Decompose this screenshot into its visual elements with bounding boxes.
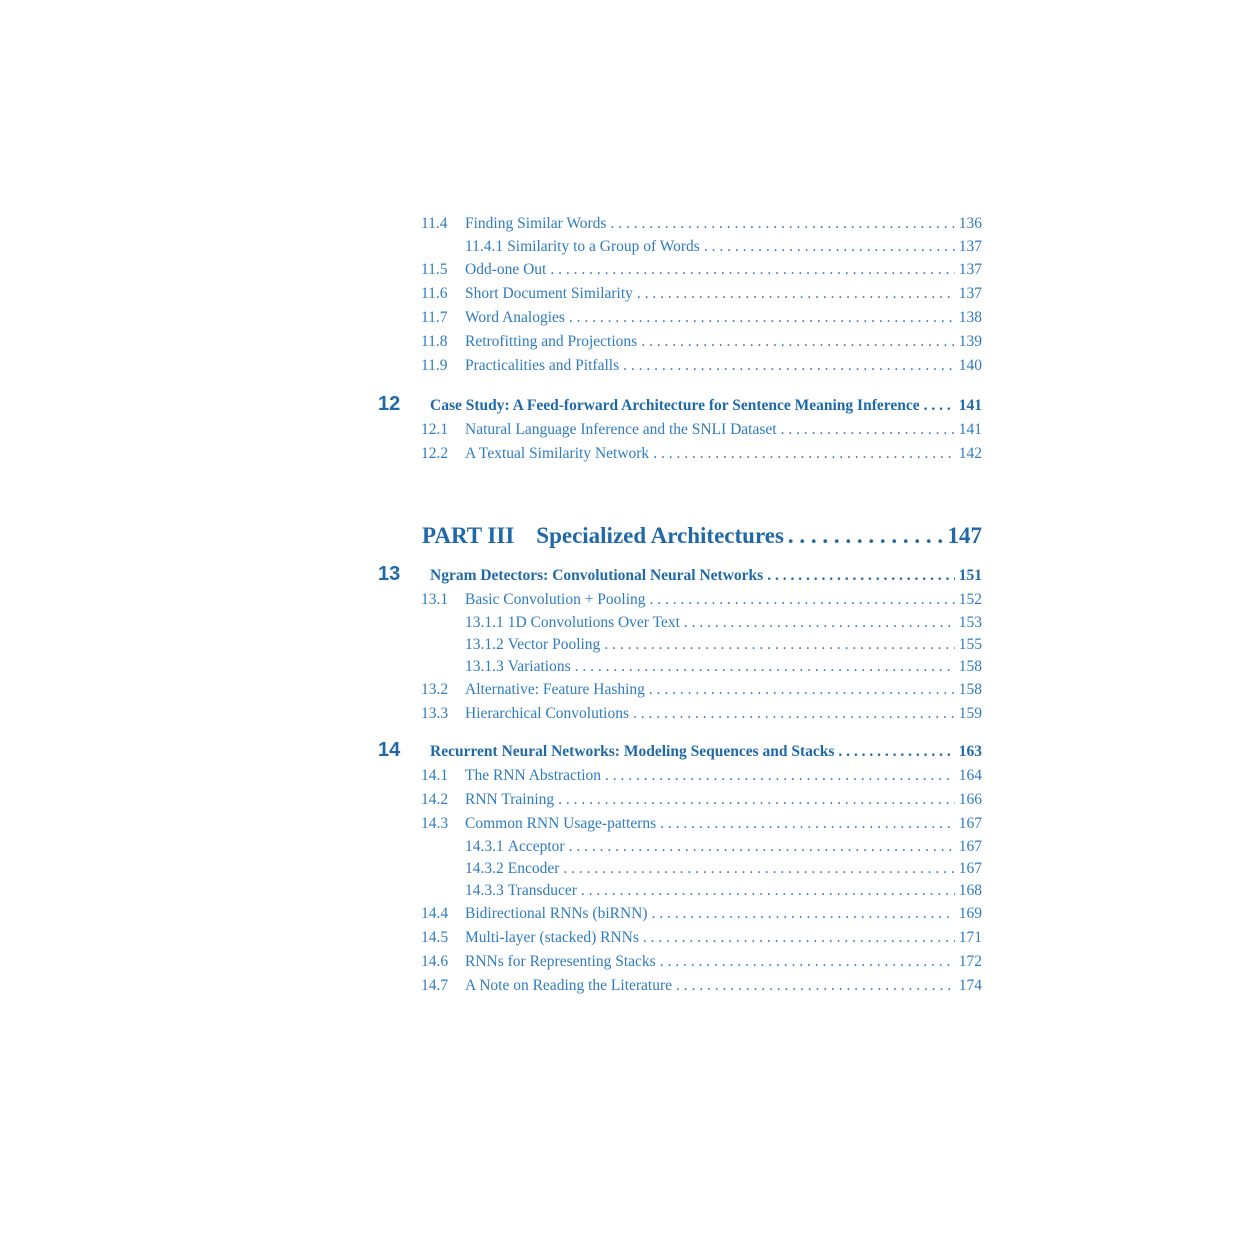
toc-section-entry[interactable] (370, 950, 982, 974)
page-number: 174 (958, 977, 982, 994)
page-number: 172 (958, 953, 982, 970)
entry-number: 13.3 (421, 705, 449, 722)
page-number: 137 (958, 261, 982, 278)
toc-subsection-entry[interactable] (370, 858, 982, 880)
entry-title: Short Document Similarity (465, 285, 633, 302)
entry-number: 13.1 (421, 591, 449, 608)
entry-title: Common RNN Usage-patterns (465, 815, 657, 832)
page-number: 138 (958, 309, 982, 326)
entry-number: 14.1 (421, 767, 449, 784)
page-number: 167 (958, 860, 982, 877)
entry-number: 14.6 (421, 953, 449, 970)
entry-title: Word Analogies (465, 309, 565, 326)
page-number: 139 (958, 333, 982, 350)
entry-title: Transducer (507, 882, 577, 899)
entry-number: 12.1 (421, 421, 449, 438)
entry-number: 13.1.3 (465, 658, 504, 675)
entry-title: 1D Convolutions Over Text (507, 614, 680, 631)
page-number: 137 (958, 238, 982, 255)
entry-title: Retrofitting and Projections (465, 333, 638, 350)
entry-number: 14.5 (421, 929, 449, 946)
dot-leader (781, 418, 955, 442)
chapter-number: 14 (378, 739, 401, 761)
page-number: 164 (958, 767, 982, 784)
entry-number: 14.2 (421, 791, 449, 808)
entry-number: 14.3.2 (465, 860, 504, 877)
page-number: 142 (958, 445, 982, 462)
toc-subsection-entry[interactable] (370, 612, 982, 634)
entry-number: 14.4 (421, 905, 449, 922)
dot-leader (676, 974, 955, 998)
entry-title: Acceptor (507, 838, 565, 855)
entry-title: Natural Language Inference and the SNLI Dataset (465, 421, 777, 438)
dot-leader (838, 738, 954, 766)
toc-subsection-entry[interactable] (370, 880, 982, 902)
entry-number: 11.7 (421, 309, 448, 326)
entry-title: Alternative: Feature Hashing (465, 681, 645, 698)
toc-section-entry[interactable] (370, 702, 982, 726)
part-3-heading[interactable] (370, 518, 982, 554)
toc-section-entry[interactable] (370, 330, 982, 354)
page-number: 137 (958, 285, 982, 302)
dot-leader (581, 880, 955, 902)
toc-section-entry[interactable] (370, 212, 982, 236)
chapter-title: Recurrent Neural Networks: Modeling Sequences and Stacks (430, 743, 835, 760)
toc-section-entry[interactable] (370, 354, 982, 378)
toc-section-entry[interactable] (370, 974, 982, 998)
toc-section-entry[interactable] (370, 442, 982, 466)
dot-leader (649, 678, 955, 702)
page-number: 147 (947, 523, 982, 548)
toc-subsection-entry[interactable] (370, 656, 982, 678)
entry-number: 11.8 (421, 333, 448, 350)
page-number: 163 (958, 743, 982, 760)
page-number: 171 (958, 929, 982, 946)
entry-number: 14.3.1 (465, 838, 504, 855)
entry-title: Bidirectional RNNs (biRNN) (465, 905, 648, 922)
entry-title: Finding Similar Words (465, 215, 607, 232)
dot-leader (623, 354, 955, 378)
page-number: 155 (958, 636, 982, 653)
dot-leader (558, 788, 955, 812)
entry-title: RNNs for Representing Stacks (465, 953, 656, 970)
dot-leader (604, 634, 954, 656)
page-number: 166 (958, 791, 982, 808)
page-number: 169 (958, 905, 982, 922)
dot-leader (684, 612, 955, 634)
page-number: 152 (958, 591, 982, 608)
page-number: 136 (958, 215, 982, 232)
dot-leader (653, 442, 955, 466)
page-number: 141 (958, 421, 982, 438)
entry-title: Multi-layer (stacked) RNNs (465, 929, 639, 946)
toc-subsection-entry[interactable] (370, 836, 982, 858)
dot-leader (650, 588, 955, 612)
chapter-13-heading[interactable] (370, 560, 982, 588)
toc-section-entry[interactable] (370, 926, 982, 950)
chapter-title: Case Study: A Feed-forward Architecture for Sentence Meaning Inference (430, 397, 920, 414)
toc-section-entry[interactable] (370, 258, 982, 282)
entry-number: 14.7 (421, 977, 449, 994)
chapter-12-heading[interactable] (370, 390, 982, 418)
toc-section-entry[interactable] (370, 812, 982, 836)
toc-section-entry[interactable] (370, 306, 982, 330)
entry-title: Hierarchical Convolutions (465, 705, 629, 722)
entry-title: Odd-one Out (465, 261, 547, 278)
dot-leader (569, 836, 955, 858)
entry-title: Encoder (507, 860, 560, 877)
entry-number: 11.4 (421, 215, 448, 232)
dot-leader (633, 702, 955, 726)
dot-leader (788, 518, 944, 554)
part-label: PART III (422, 523, 515, 548)
section-list-ch13 (370, 588, 982, 726)
toc-section-entry[interactable] (370, 588, 982, 612)
chapter-number: 13 (378, 563, 401, 585)
section-list-ch11 (370, 212, 982, 378)
toc-section-entry[interactable] (370, 678, 982, 702)
table-of-contents (370, 212, 982, 998)
entry-number: 13.1.1 (465, 614, 504, 631)
entry-title: Variations (507, 658, 571, 675)
entry-title: The RNN Abstraction (465, 767, 602, 784)
part-title: Specialized Architectures (536, 523, 784, 548)
entry-title: Practicalities and Pitfalls (465, 357, 620, 374)
page-number: 141 (958, 397, 982, 414)
dot-leader (704, 236, 955, 258)
dot-leader (652, 902, 955, 926)
dot-leader (641, 330, 955, 354)
entry-title: RNN Training (465, 791, 555, 808)
page-number: 151 (958, 567, 982, 584)
page-number: 159 (958, 705, 982, 722)
entry-number: 11.6 (421, 285, 448, 302)
page-number: 140 (958, 357, 982, 374)
toc-section-entry[interactable] (370, 418, 982, 442)
entry-number: 11.5 (421, 261, 448, 278)
toc-section-entry[interactable] (370, 902, 982, 926)
chapter-14-heading[interactable] (370, 736, 982, 764)
entry-title: A Note on Reading the Literature (465, 977, 673, 994)
dot-leader (550, 258, 954, 282)
dot-leader (767, 562, 955, 590)
entry-number: 12.2 (421, 445, 449, 462)
dot-leader (637, 282, 955, 306)
toc-section-entry[interactable] (370, 764, 982, 788)
dot-leader (924, 392, 955, 420)
entry-title: Similarity to a Group of Words (507, 238, 700, 255)
toc-subsection-entry[interactable] (370, 236, 982, 258)
page-number: 167 (958, 838, 982, 855)
page-number: 153 (958, 614, 982, 631)
page-number: 168 (958, 882, 982, 899)
entry-number: 14.3.3 (465, 882, 504, 899)
dot-leader (643, 926, 955, 950)
page-number: 167 (958, 815, 982, 832)
dot-leader (575, 656, 955, 678)
entry-number: 13.1.2 (465, 636, 504, 653)
toc-section-entry[interactable] (370, 788, 982, 812)
dot-leader (610, 212, 954, 236)
entry-title: Vector Pooling (507, 636, 601, 653)
chapter-number: 12 (378, 393, 401, 415)
entry-number: 13.2 (421, 681, 449, 698)
section-list-ch12 (370, 418, 982, 466)
dot-leader (660, 812, 955, 836)
toc-section-entry[interactable] (370, 282, 982, 306)
dot-leader (563, 858, 954, 880)
dot-leader (605, 764, 955, 788)
page-number: 158 (958, 681, 982, 698)
entry-title: A Textual Similarity Network (465, 445, 650, 462)
entry-number: 11.4.1 (465, 238, 504, 255)
entry-number: 14.3 (421, 815, 449, 832)
chapter-title: Ngram Detectors: Convolutional Neural Networks (430, 567, 764, 584)
entry-title: Basic Convolution + Pooling (465, 591, 646, 608)
page-number: 158 (958, 658, 982, 675)
dot-leader (569, 306, 955, 330)
entry-number: 11.9 (421, 357, 448, 374)
toc-subsection-entry[interactable] (370, 634, 982, 656)
section-list-ch14 (370, 764, 982, 998)
dot-leader (660, 950, 955, 974)
